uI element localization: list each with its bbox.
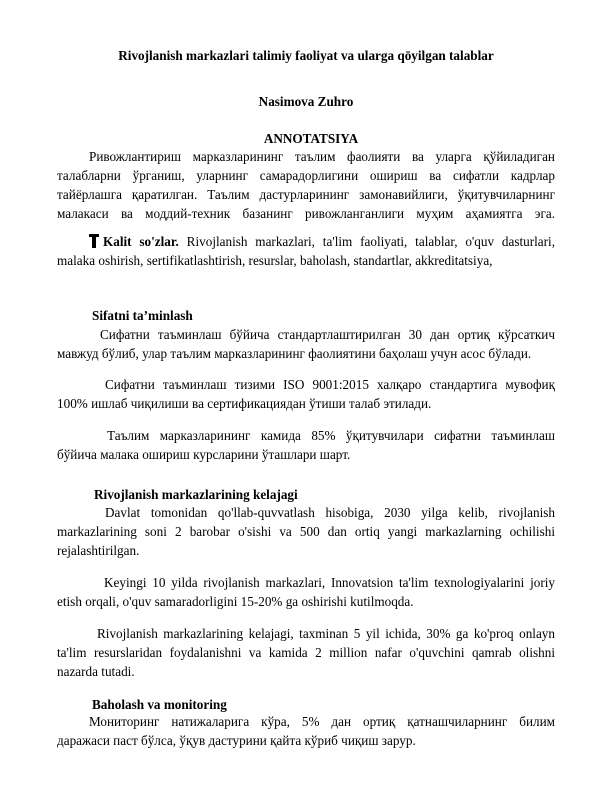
paragraph-line: nazarda tutadi.: [57, 664, 135, 679]
paragraph-line: rejalashtirilgan.: [57, 543, 140, 558]
paragraph-line: Сифатни таъминлаш тизими ISO 9001:2015 халқаро стандартига мувофиқ: [105, 377, 555, 392]
annotation-line: тайёрлашга қаратилган. Таълим дастурларининг замонавийлиги, ўқитувчиларнинг: [57, 187, 555, 202]
key-icon: [89, 234, 101, 248]
annotation-line: талабларни ўрганиш, уларнинг самарадорлигини ошириш ва сифатли кадрлар: [57, 168, 555, 183]
paragraph-line: мавжуд бўлиб, улар таълим марказларининг фаолиятини баҳолаш учун асос бўлади.: [57, 346, 532, 361]
paragraph-line: Сифатни таъминлаш бўйича стандартлаштирилган 30 дан ортиқ кўрсаткич: [100, 327, 555, 342]
author-name: Nasimova Zuhro: [258, 94, 354, 109]
annotation-heading: ANNOTATSIYA: [263, 131, 359, 146]
annotation-line: малакаси ва моддий-техник базанинг ривожланганлиги муҳим аҳамиятга эга.: [57, 206, 555, 221]
paragraph-line: markazlarining soni 2 barobar o'sishi va 500 dan ortiq yangi markazlarning ochilishi: [57, 524, 555, 539]
keywords-line: malaka oshirish, sertifikatlashtirish, resurslar, baholash, standartlar, akkreditatsiya,: [57, 253, 493, 268]
annotation-line: Ривожлантириш марказларининг таълим фаолияти ва уларга қўйиладиган: [89, 149, 555, 164]
paragraph-line: Таълим марказларининг камида 85% ўқитувчилари сифатни таъминлаш: [107, 428, 555, 443]
keywords-label: Kalit so'zlar.: [103, 234, 179, 249]
section-heading: Rivojlanish markazlarining kelajagi: [94, 487, 298, 502]
annotation-heading-row: [0, 131, 612, 147]
keywords-line: [89, 234, 555, 250]
paragraph-line: даражаси паст бўлса, ўқув дастурини қайта кўриб чиқиш зарур.: [57, 733, 416, 748]
section-heading: Baholash va monitoring: [92, 697, 227, 712]
paper-title: Rivojlanish markazlari talimiy faoliyat va ularga qōyilgan talablar: [118, 48, 494, 63]
section-heading: Sifatni ta’minlash: [92, 308, 193, 323]
paragraph-line: Rivojlanish markazlarining kelajagi, taxminan 5 yil ichida, 30% ga ko'proq onlayn: [97, 626, 555, 641]
paragraph-line: 100% ишлаб чиқилиши ва сертификациядан ўтиши талаб этилади.: [57, 396, 432, 411]
paragraph-line: бўйича малака ошириш курсларини ўташлари шарт.: [57, 447, 351, 462]
paragraph-line: etish orqali, o'quv samaradorligini 15-20% ga oshirishi kutilmoqda.: [57, 594, 414, 609]
paragraph-line: Мониторинг натижаларига кўра, 5% дан ортиқ қатнашчиларнинг билим: [89, 714, 555, 729]
paragraph-line: Davlat tomonidan qo'llab-quvvatlash hisobiga, 2030 yilga kelib, rivojlanish: [105, 505, 555, 520]
keywords-text: Rivojlanish markazlari, ta'lim faoliyati, talablar, o'quv dasturlari,: [178, 234, 555, 249]
paragraph-line: ta'lim resurslaridan foydalanishni va kamida 2 million nafar o'quvchini qamrab olishni: [57, 645, 555, 660]
paragraph-line: Keyingi 10 yilda rivojlanish markazlari, Innovatsion ta'lim texnologiyalarini joriy: [104, 575, 555, 590]
